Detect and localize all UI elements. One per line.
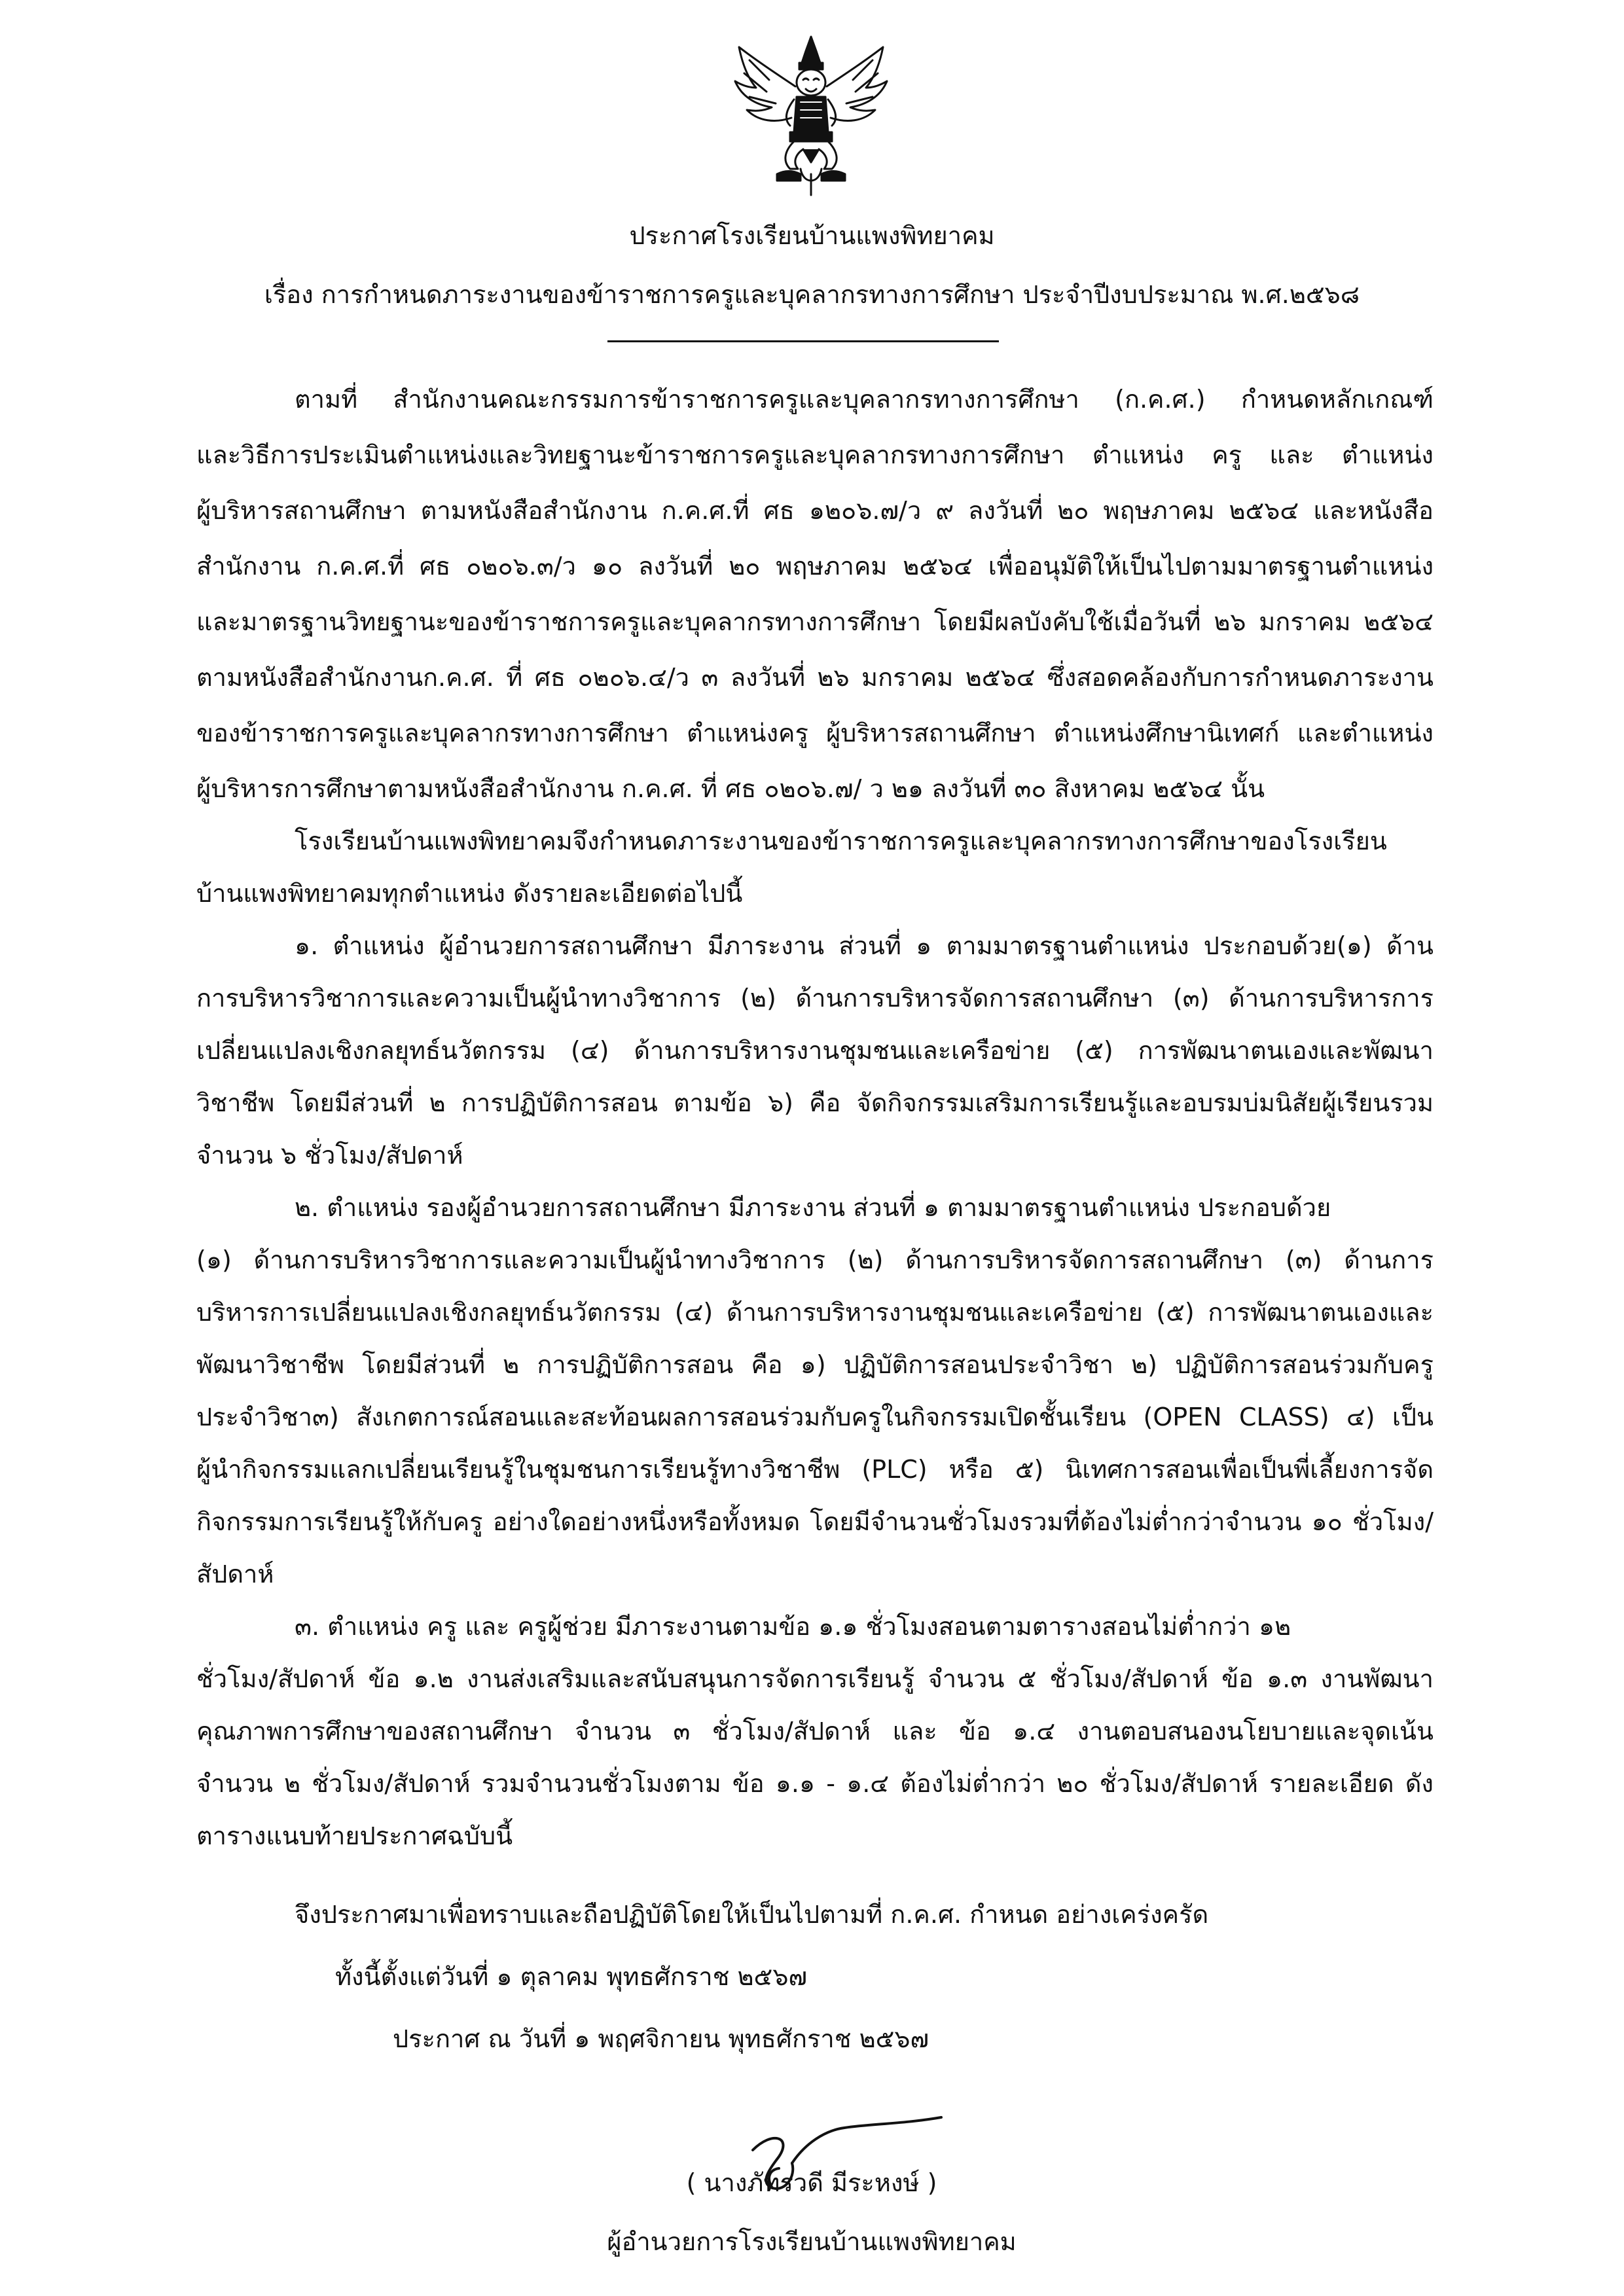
body-line: และมาตรฐานวิทยฐานะของข้าราชการครูและบุคลากรทางการศึกษา โดยมีผลบังคับใช้เมื่อวันที่ ๒๖ มกราคม ๒๕๖๔ <box>196 607 1434 636</box>
body-line: บ้านแพงพิทยาคมทุกตำแหน่ง ดังรายละเอียดต่อไปนี้ <box>196 879 743 908</box>
body-line: ตารางแนบท้ายประกาศฉบับนี้ <box>196 1821 513 1850</box>
body-line: ผู้บริหารการศึกษาตามหนังสือสำนักงาน ก.ค.ศ. ที่ ศธ ๐๒๐๖.๗/ ว ๒๑ ลงวันที่ ๓๐ สิงหาคม ๒๕๖๔ นั้น <box>196 774 1265 803</box>
body-line: ตามที่ สำนักงานคณะกรรมการข้าราชการครูและบุคลากรทางการศึกษา (ก.ค.ศ.) กำหนดหลักเกณฑ์ <box>295 385 1434 414</box>
signer-name: ( นางภัทรวดี มีระหงษ์ ) <box>686 2168 937 2197</box>
closing-statement: จึงประกาศมาเพื่อทราบและถือปฏิบัติโดยให้เป็นไปตามที่ ก.ค.ศ. กำหนด อย่างเคร่งครัด <box>295 1900 1209 1929</box>
body-line: บริหารการเปลี่ยนแปลงเชิงกลยุทธ์นวัตกรรม (๔) ด้านการบริหารงานชุมชนและเครือข่าย (๕) การพัฒนาตนเองและ <box>196 1298 1434 1327</box>
body-line: พัฒนาวิชาชีพ โดยมีส่วนที่ ๒ การปฏิบัติการสอน คือ ๑) ปฏิบัติการสอนประจำวิชา ๒) ปฏิบัติการสอนร่วมกับครู <box>196 1350 1434 1379</box>
body-line: วิชาชีพ โดยมีส่วนที่ ๒ การปฏิบัติการสอน ตามข้อ ๖) คือ จัดกิจกรรมเสริมการเรียนรู้และอบรมบ่มนิสัยผู้เรียนรวม <box>196 1088 1434 1117</box>
body-line: ประจำวิชา๓) สังเกตการณ์สอนและสะท้อนผลการสอนร่วมกับครูในกิจกรรมเปิดชั้นเรียน (OPEN CLASS) ๔) เป็น <box>196 1403 1434 1431</box>
body-line: (๑) ด้านการบริหารวิชาการและความเป็นผู้นำทางวิชาการ (๒) ด้านการบริหารจัดการสถานศึกษา (๓) ด้านการ <box>196 1246 1434 1274</box>
announcement-title: ประกาศโรงเรียนบ้านแพงพิทยาคม <box>629 221 995 250</box>
garuda-emblem-icon <box>730 34 892 198</box>
body-line: โรงเรียนบ้านแพงพิทยาคมจึงกำหนดภาระงานของข้าราชการครูและบุคลากรทางการศึกษาของโรงเรียน <box>295 827 1387 855</box>
body-line: ๒. ตำแหน่ง รองผู้อำนวยการสถานศึกษา มีภาระงาน ส่วนที่ ๑ ตามมาตรฐานตำแหน่ง ประกอบด้วย <box>295 1193 1331 1222</box>
body-line: ผู้บริหารสถานศึกษา ตามหนังสือสำนักงาน ก.ค.ศ.ที่ ศธ ๑๒๐๖.๗/ว ๙ ลงวันที่ ๒๐ พฤษภาคม ๒๕๖๔ และหนังสือ <box>196 496 1434 525</box>
body-line: กิจกรรมการเรียนรู้ให้กับครู อย่างใดอย่างหนึ่งหรือทั้งหมด โดยมีจำนวนชั่วโมงรวมที่ต้องไม่ต่ำกว่าจำนวน ๑๐ ชั่วโมง/ <box>196 1507 1434 1536</box>
announcement-subject: เรื่อง การกำหนดภาระงานของข้าราชการครูและบุคลากรทางการศึกษา ประจำปีงบประมาณ พ.ศ.๒๕๖๘ <box>264 280 1360 309</box>
body-line: คุณภาพการศึกษาของสถานศึกษา จำนวน ๓ ชั่วโมง/สัปดาห์ และ ข้อ ๑.๔ งานตอบสนองนโยบายและจุดเน้น <box>196 1717 1434 1746</box>
body-line: สำนักงาน ก.ค.ศ.ที่ ศธ ๐๒๐๖.๓/ว ๑๐ ลงวันที่ ๒๐ พฤษภาคม ๒๕๖๔ เพื่ออนุมัติให้เป็นไปตามมาตรฐานตำแหน่ง <box>196 552 1434 581</box>
signer-position: ผู้อำนวยการโรงเรียนบ้านแพงพิทยาคม <box>607 2227 1017 2256</box>
body-line: สัปดาห์ <box>196 1560 274 1588</box>
body-line: และวิธีการประเมินตำแหน่งและวิทยฐานะข้าราชการครูและบุคลากรทางการศึกษา ตำแหน่ง ครู และ ตำแหน่ง <box>196 440 1434 469</box>
announcement-date: ประกาศ ณ วันที่ ๑ พฤศจิกายน พุทธศักราช ๒๕๖๗ <box>393 2024 929 2053</box>
body-line: ๓. ตำแหน่ง ครู และ ครูผู้ช่วย มีภาระงานตามข้อ ๑.๑ ชั่วโมงสอนตามตารางสอนไม่ต่ำกว่า ๑๒ <box>295 1612 1291 1641</box>
body-line: ๑. ตำแหน่ง ผู้อำนวยการสถานศึกษา มีภาระงาน ส่วนที่ ๑ ตามมาตรฐานตำแหน่ง ประกอบด้วย(๑) ด้าน <box>295 931 1434 960</box>
body-line: ชั่วโมง/สัปดาห์ ข้อ ๑.๒ งานส่งเสริมและสนับสนุนการจัดการเรียนรู้ จำนวน ๕ ชั่วโมง/สัปดาห์ ข้อ ๑.๓ งานพัฒนา <box>196 1664 1434 1693</box>
title-divider <box>607 340 999 342</box>
body-line: จำนวน ๒ ชั่วโมง/สัปดาห์ รวมจำนวนชั่วโมงตาม ข้อ ๑.๑ - ๑.๔ ต้องไม่ต่ำกว่า ๒๐ ชั่วโมง/สัปดาห์ รายละเอียด ดัง <box>196 1769 1434 1798</box>
body-line: จำนวน ๖ ชั่วโมง/สัปดาห์ <box>196 1141 463 1170</box>
body-line: ของข้าราชการครูและบุคลากรทางการศึกษา ตำแหน่งครู ผู้บริหารสถานศึกษา ตำแหน่งศึกษานิเทศก์ และตำแหน่ง <box>196 719 1434 747</box>
effective-date: ทั้งนี้ตั้งแต่วันที่ ๑ ตุลาคม พุทธศักราช ๒๕๖๗ <box>335 1962 808 1991</box>
body-line: เปลี่ยนแปลงเชิงกลยุทธ์นวัตกรรม (๔) ด้านการบริหารงานชุมชนและเครือข่าย (๕) การพัฒนาตนเองและพัฒนา <box>196 1036 1434 1065</box>
body-line: ตามหนังสือสำนักงานก.ค.ศ. ที่ ศธ ๐๒๐๖.๔/ว ๓ ลงวันที่ ๒๖ มกราคม ๒๕๖๔ ซึ่งสอดคล้องกับการกำหนดภาระงาน <box>196 663 1434 692</box>
body-line: การบริหารวิชาการและความเป็นผู้นำทางวิชาการ (๒) ด้านการบริหารจัดการสถานศึกษา (๓) ด้านการบริหารการ <box>196 984 1434 1013</box>
body-line: ผู้นำกิจกรรมแลกเปลี่ยนเรียนรู้ในชุมชนการเรียนรู้ทางวิชาชีพ (PLC) หรือ ๕) นิเทศการสอนเพื่อเป็นพี่เลี้ยงการจัด <box>196 1455 1434 1484</box>
